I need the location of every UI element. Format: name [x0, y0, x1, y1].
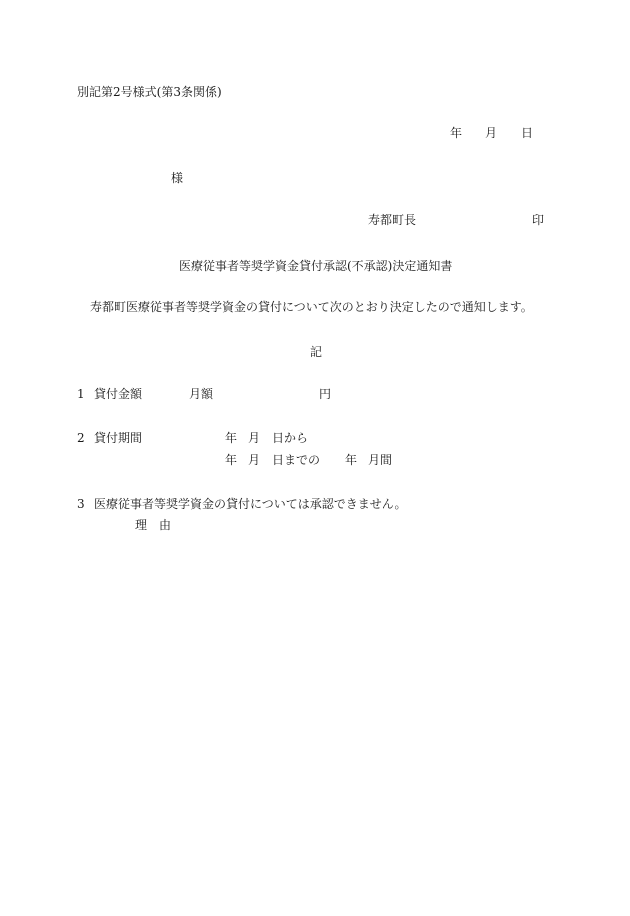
item-1-label: 貸付金額: [94, 387, 143, 401]
item-2-line2-months: 月間: [368, 453, 393, 467]
seal-mark: 印: [532, 213, 545, 227]
item-2-label: 貸付期間: [94, 431, 143, 445]
addressee-honorific: 様: [171, 171, 184, 185]
item-2-line1-month: 月: [248, 431, 261, 445]
date-day: 日: [521, 126, 534, 140]
body-text: 寿都町医療従事者等奨学資金の貸付について次のとおり決定したので通知します。: [90, 300, 533, 314]
item-2-number: 2: [77, 431, 85, 445]
item-1-monthly: 月額: [189, 387, 214, 401]
ki-heading: 記: [310, 345, 323, 359]
item-2-line1-from: 日から: [272, 431, 309, 445]
date-month: 月: [485, 126, 498, 140]
item-3-text: 医療従事者等奨学資金の貸付については承認できません。: [94, 497, 407, 511]
item-2-line2-year: 年: [225, 453, 238, 467]
item-2-line1-year: 年: [225, 431, 238, 445]
date-year: 年: [450, 126, 463, 140]
item-3-reason: 理 由: [135, 518, 172, 532]
item-2-line2-month: 月: [248, 453, 261, 467]
item-1-number: 1: [77, 387, 85, 401]
item-2-line2-until: 日までの: [272, 453, 321, 467]
document-title: 医療従事者等奨学資金貸付承認(不承認)決定通知書: [179, 259, 453, 273]
item-1-unit: 円: [319, 387, 332, 401]
item-2-line2-year2: 年: [345, 453, 358, 467]
form-label: 別記第2号様式(第3条関係): [77, 85, 222, 99]
item-3-number: 3: [77, 497, 85, 511]
issuer-title: 寿都町長: [368, 213, 417, 227]
